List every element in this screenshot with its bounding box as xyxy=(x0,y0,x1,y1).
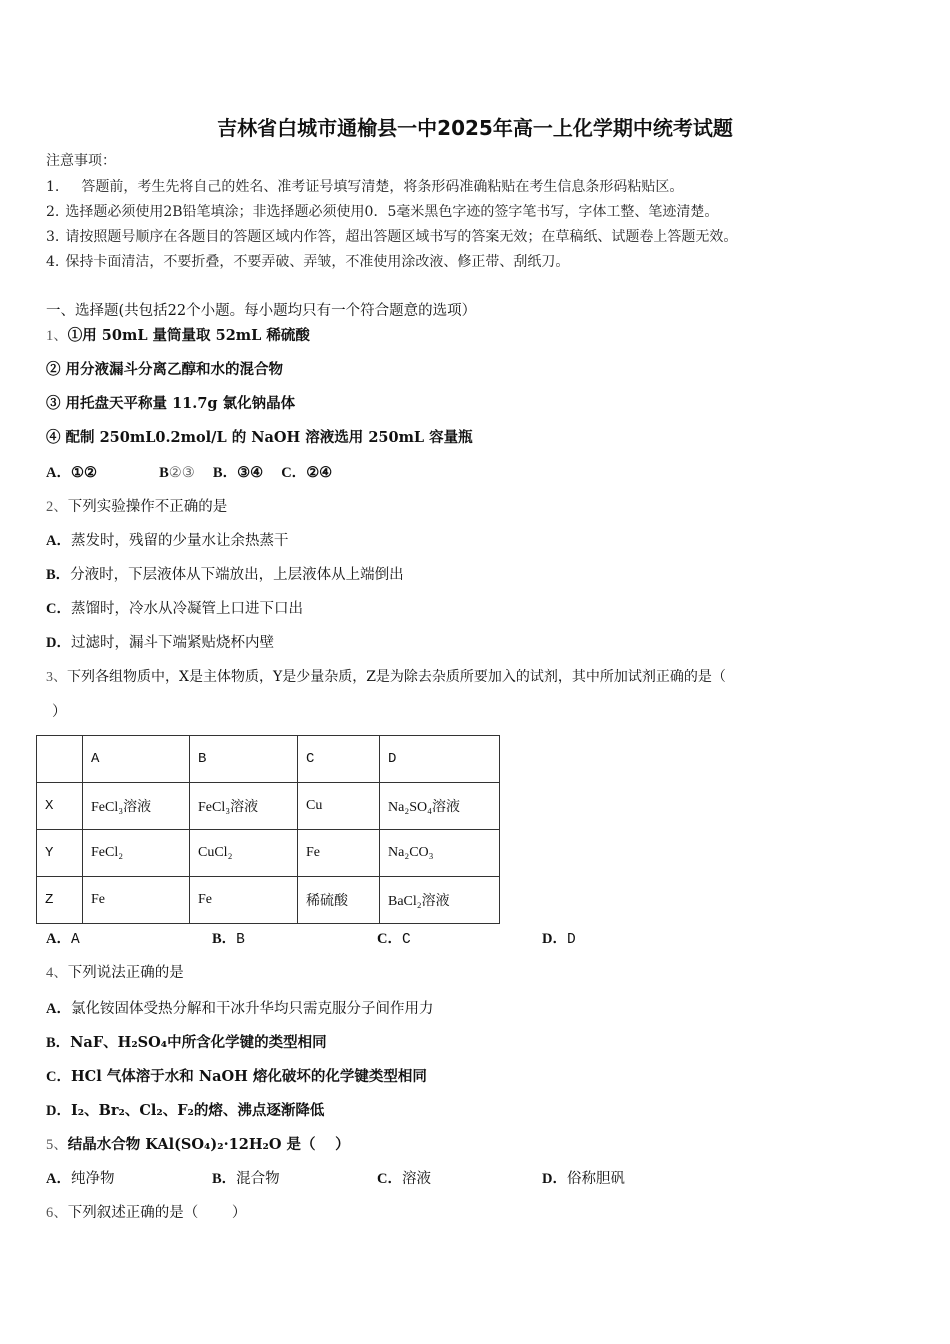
notice-item-1 xyxy=(46,178,683,196)
table-cell: 稀硫酸 xyxy=(298,877,380,924)
question-number: 5、 xyxy=(46,1137,68,1153)
table-cell: Fe xyxy=(190,877,298,924)
question-6 xyxy=(46,1203,246,1223)
question-1-line-2: ② 用分液漏斗分离乙醇和水的混合物 xyxy=(46,361,284,378)
table-cell: BaCl₂溶液 xyxy=(380,877,500,924)
question-number: 6、 xyxy=(46,1205,68,1221)
question-2-option-a[interactable]: A．蒸发时，残留的少量水让余热蒸干 xyxy=(46,533,289,549)
question-3 xyxy=(46,667,726,688)
notice-item-2 xyxy=(46,203,718,221)
table-cell: Fe xyxy=(298,830,380,877)
question-5-option-d[interactable]: D．俗称胆矾 xyxy=(542,1171,625,1187)
option-a[interactable]: A．①② xyxy=(46,464,97,481)
question-number: 2、 xyxy=(46,499,68,515)
question-number: 4、 xyxy=(46,965,68,981)
notice-item-text: 请按照题号顺序在各题目的答题区域内作答，超出答题区域书写的答案无效；在草稿纸、试题卷上答题无效。 xyxy=(65,229,738,245)
question-1-line-4: ④ 配制 250mL0.2mol/L 的 NaOH 溶液选用 250mL 容量瓶 xyxy=(46,429,473,446)
question-3-table xyxy=(36,735,500,924)
question-1-line-3: ③ 用托盘天平称量 11.7g 氯化钠晶体 xyxy=(46,395,296,412)
question-5-option-b[interactable]: B．混合物 xyxy=(212,1171,280,1187)
notice-item-number: 4. xyxy=(46,254,60,270)
table-row xyxy=(37,783,500,830)
row-label: Z xyxy=(37,877,83,924)
question-stem: 下列说法正确的是 xyxy=(67,965,184,981)
question-4 xyxy=(46,963,184,983)
notice-item-text: 保持卡面清洁，不要折叠，不要弄破、弄皱，不准使用涂改液、修正带、刮纸刀。 xyxy=(65,254,570,270)
notice-item-text: 选择题必须使用2B铅笔填涂；非选择题必须使用0．5毫米黑色字迹的签字笔书写，字体工整、笔迹清楚。 xyxy=(65,204,719,220)
notice-heading: 注意事项： xyxy=(46,153,116,169)
question-stem: 下列实验操作不正确的是 xyxy=(67,499,228,515)
table-row xyxy=(37,830,500,877)
question-number: 1、 xyxy=(46,328,68,344)
question-5-option-c[interactable]: C．溶液 xyxy=(377,1171,431,1187)
table-header-cell: C xyxy=(298,736,380,783)
table-header-cell: B xyxy=(190,736,298,783)
option-c[interactable]: C．②④ xyxy=(281,464,333,481)
question-4-option-c[interactable]: C．HCl 气体溶于水和 NaOH 熔化破坏的化学键类型相同 xyxy=(46,1068,427,1085)
table-row xyxy=(37,877,500,924)
table-cell: CuCl₂ xyxy=(190,830,298,877)
page-title: 吉林省白城市通榆县一中2025年高一上化学期中统考试题 xyxy=(217,116,733,140)
table-header-row xyxy=(37,736,500,783)
table-cell xyxy=(37,736,83,783)
table-header-cell: D xyxy=(380,736,500,783)
table-header-cell: A xyxy=(83,736,190,783)
question-4-option-a[interactable]: A．氯化铵固体受热分解和干冰升华均只需克服分子间作用力 xyxy=(46,1001,434,1017)
notice-item-number: 1. xyxy=(46,179,60,195)
table-cell: FeCl₂ xyxy=(83,830,190,877)
table-cell: Fe xyxy=(83,877,190,924)
table-cell: Na₂SO₄溶液 xyxy=(380,783,500,830)
option-b[interactable]: B．③④ xyxy=(212,464,264,481)
table-cell: FeCl₃溶液 xyxy=(83,783,190,830)
question-1 xyxy=(46,326,310,346)
notice-item-number: 3. xyxy=(46,229,60,245)
question-2-option-c[interactable]: C．蒸馏时，冷水从冷凝管上口进下口出 xyxy=(46,601,303,617)
question-1-options xyxy=(46,463,332,483)
question-line: ①用 50mL 量筒量取 52mL 稀硫酸 xyxy=(67,327,310,344)
row-label: X xyxy=(37,783,83,830)
row-label: Y xyxy=(37,830,83,877)
question-3-stem-close: ） xyxy=(52,704,67,720)
table-cell: Cu xyxy=(298,783,380,830)
section-heading: 一、选择题(共包括22个小题。每小题均只有一个符合题意的选项） xyxy=(46,303,477,319)
question-5 xyxy=(46,1135,350,1155)
table-cell: FeCl₃溶液 xyxy=(190,783,298,830)
question-stem: 结晶水合物 KAl(SO₄)₂·12H₂O 是（ ） xyxy=(67,1136,350,1153)
option-b-extra[interactable]: B②③ xyxy=(159,465,195,481)
question-3-option-d[interactable]: D．D xyxy=(542,931,576,948)
question-stem: 下列叙述正确的是（ ） xyxy=(67,1205,247,1221)
question-5-option-a[interactable]: A．纯净物 xyxy=(46,1171,115,1187)
question-4-option-d[interactable]: D．I₂、Br₂、Cl₂、F₂的熔、沸点逐渐降低 xyxy=(46,1102,325,1119)
question-stem: 下列各组物质中，X是主体物质，Y是少量杂质，Z是为除去杂质所要加入的试剂，其中所加试剂正确的是（ xyxy=(67,669,726,685)
question-number: 3、 xyxy=(46,670,67,685)
notice-item-4 xyxy=(46,253,569,271)
question-3-option-b[interactable]: B．B xyxy=(212,931,245,948)
question-2-option-b[interactable]: B．分液时，下层液体从下端放出，上层液体从上端倒出 xyxy=(46,567,404,583)
question-4-option-b[interactable]: B．NaF、H₂SO₄中所含化学键的类型相同 xyxy=(46,1034,327,1051)
question-2-option-d[interactable]: D．过滤时，漏斗下端紧贴烧杯内壁 xyxy=(46,635,274,651)
question-2 xyxy=(46,497,227,517)
notice-item-3 xyxy=(46,228,737,246)
question-3-option-c[interactable]: C．C xyxy=(377,931,411,948)
notice-item-number: 2. xyxy=(46,204,60,220)
notice-item-text: 答题前，考生先将自己的姓名、准考证号填写清楚，将条形码准确粘贴在考生信息条形码粘贴区。 xyxy=(81,179,684,195)
table-cell: Na₂CO₃ xyxy=(380,830,500,877)
question-3-option-a[interactable]: A．A xyxy=(46,931,80,948)
